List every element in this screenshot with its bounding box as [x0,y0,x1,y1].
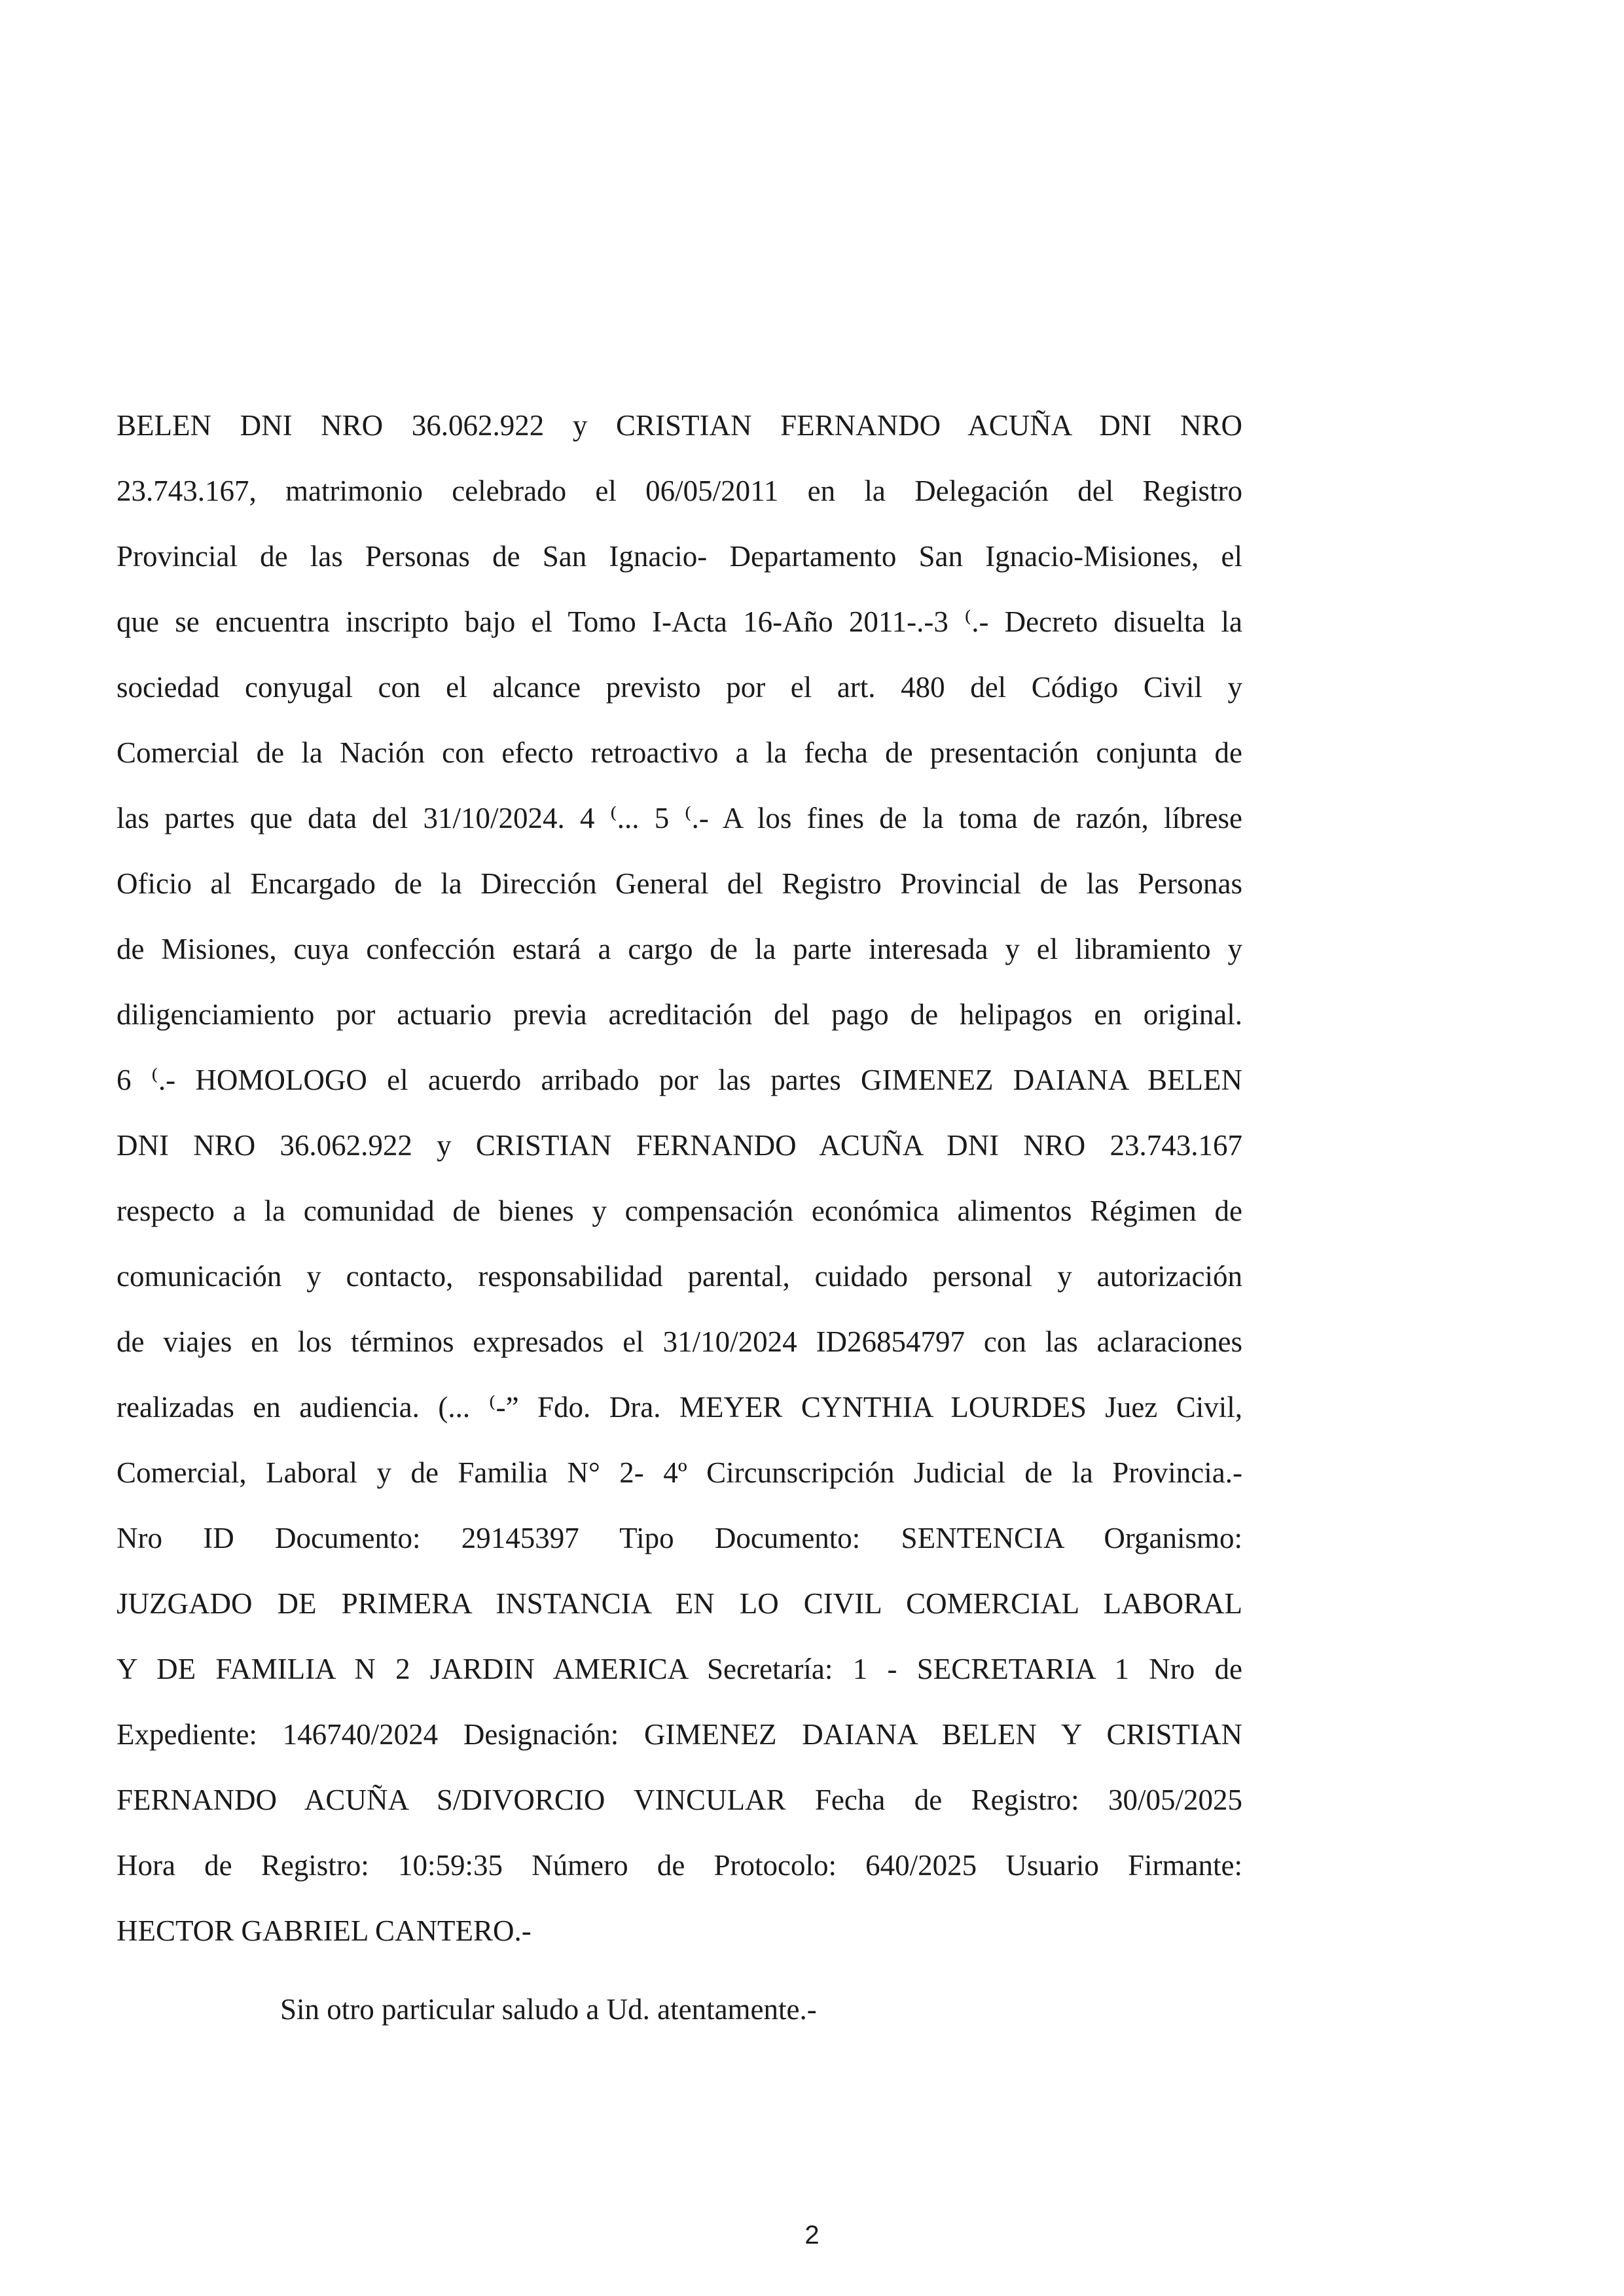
body-line: DNI NRO 36.062.922 y CRISTIAN FERNANDO ACUÑA DNI NRO 23.743.167 [117,1129,1242,1162]
body-line: sociedad conyugal con el alcance previsto por el art. 480 del Código Civil y [117,671,1242,704]
body-line: JUZGADO DE PRIMERA INSTANCIA EN LO CIVIL COMERCIAL LABORAL [117,1587,1242,1620]
body-line: comunicación y contacto, responsabilidad parental, cuidado personal y autorización [117,1260,1242,1293]
body-line: de viajes en los términos expresados el 31/10/2024 ID26854797 con las aclaraciones [117,1325,1242,1358]
body-line: 6 ⁽.- HOMOLOGO el acuerdo arribado por las partes GIMENEZ DAIANA BELEN [117,1064,1242,1096]
body-line: de Misiones, cuya confección estará a cargo de la parte interesada y el libramiento y [117,933,1242,965]
body-line: Y DE FAMILIA N 2 JARDIN AMERICA Secretaría: 1 - SECRETARIA 1 Nro de [117,1653,1242,1685]
body-line: que se encuentra inscripto bajo el Tomo I-Acta 16-Año 2011-.-3 ⁽.- Decreto disuelta la [117,605,1242,638]
document-body [117,393,1242,1964]
body-line: realizadas en audiencia. (... ⁽-” Fdo. Dra. MEYER CYNTHIA LOURDES Juez Civil, [117,1391,1242,1424]
body-line: las partes que data del 31/10/2024. 4 ⁽... 5 ⁽.- A los fines de la toma de razón, líbrese [117,802,1242,834]
body-line: Comercial de la Nación con efecto retroactivo a la fecha de presentación conjunta de [117,736,1242,769]
body-line: 23.743.167, matrimonio celebrado el 06/05/2011 en la Delegación del Registro [117,475,1242,507]
closing-salutation: Sin otro particular saludo a Ud. atentamente.- [280,1993,817,2026]
body-line: Expediente: 146740/2024 Designación: GIMENEZ DAIANA BELEN Y CRISTIAN [117,1718,1242,1751]
body-line: Nro ID Documento: 29145397 Tipo Documento: SENTENCIA Organismo: [117,1522,1242,1554]
body-line-last: HECTOR GABRIEL CANTERO.- [117,1914,532,1947]
page-number: 2 [804,2221,820,2250]
body-line: Oficio al Encargado de la Dirección General del Registro Provincial de las Personas [117,867,1242,900]
body-line: Comercial, Laboral y de Familia N° 2- 4º Circunscripción Judicial de la Provincia.- [117,1456,1242,1489]
body-line: Hora de Registro: 10:59:35 Número de Protocolo: 640/2025 Usuario Firmante: [117,1849,1242,1882]
body-line: BELEN DNI NRO 36.062.922 y CRISTIAN FERNANDO ACUÑA DNI NRO [117,409,1242,442]
body-line: Provincial de las Personas de San Ignacio- Departamento San Ignacio-Misiones, el [117,540,1242,573]
body-line: respecto a la comunidad de bienes y compensación económica alimentos Régimen de [117,1194,1242,1227]
body-line: diligenciamiento por actuario previa acreditación del pago de helipagos en original. [117,998,1242,1031]
body-line: FERNANDO ACUÑA S/DIVORCIO VINCULAR Fecha de Registro: 30/05/2025 [117,1784,1242,1816]
